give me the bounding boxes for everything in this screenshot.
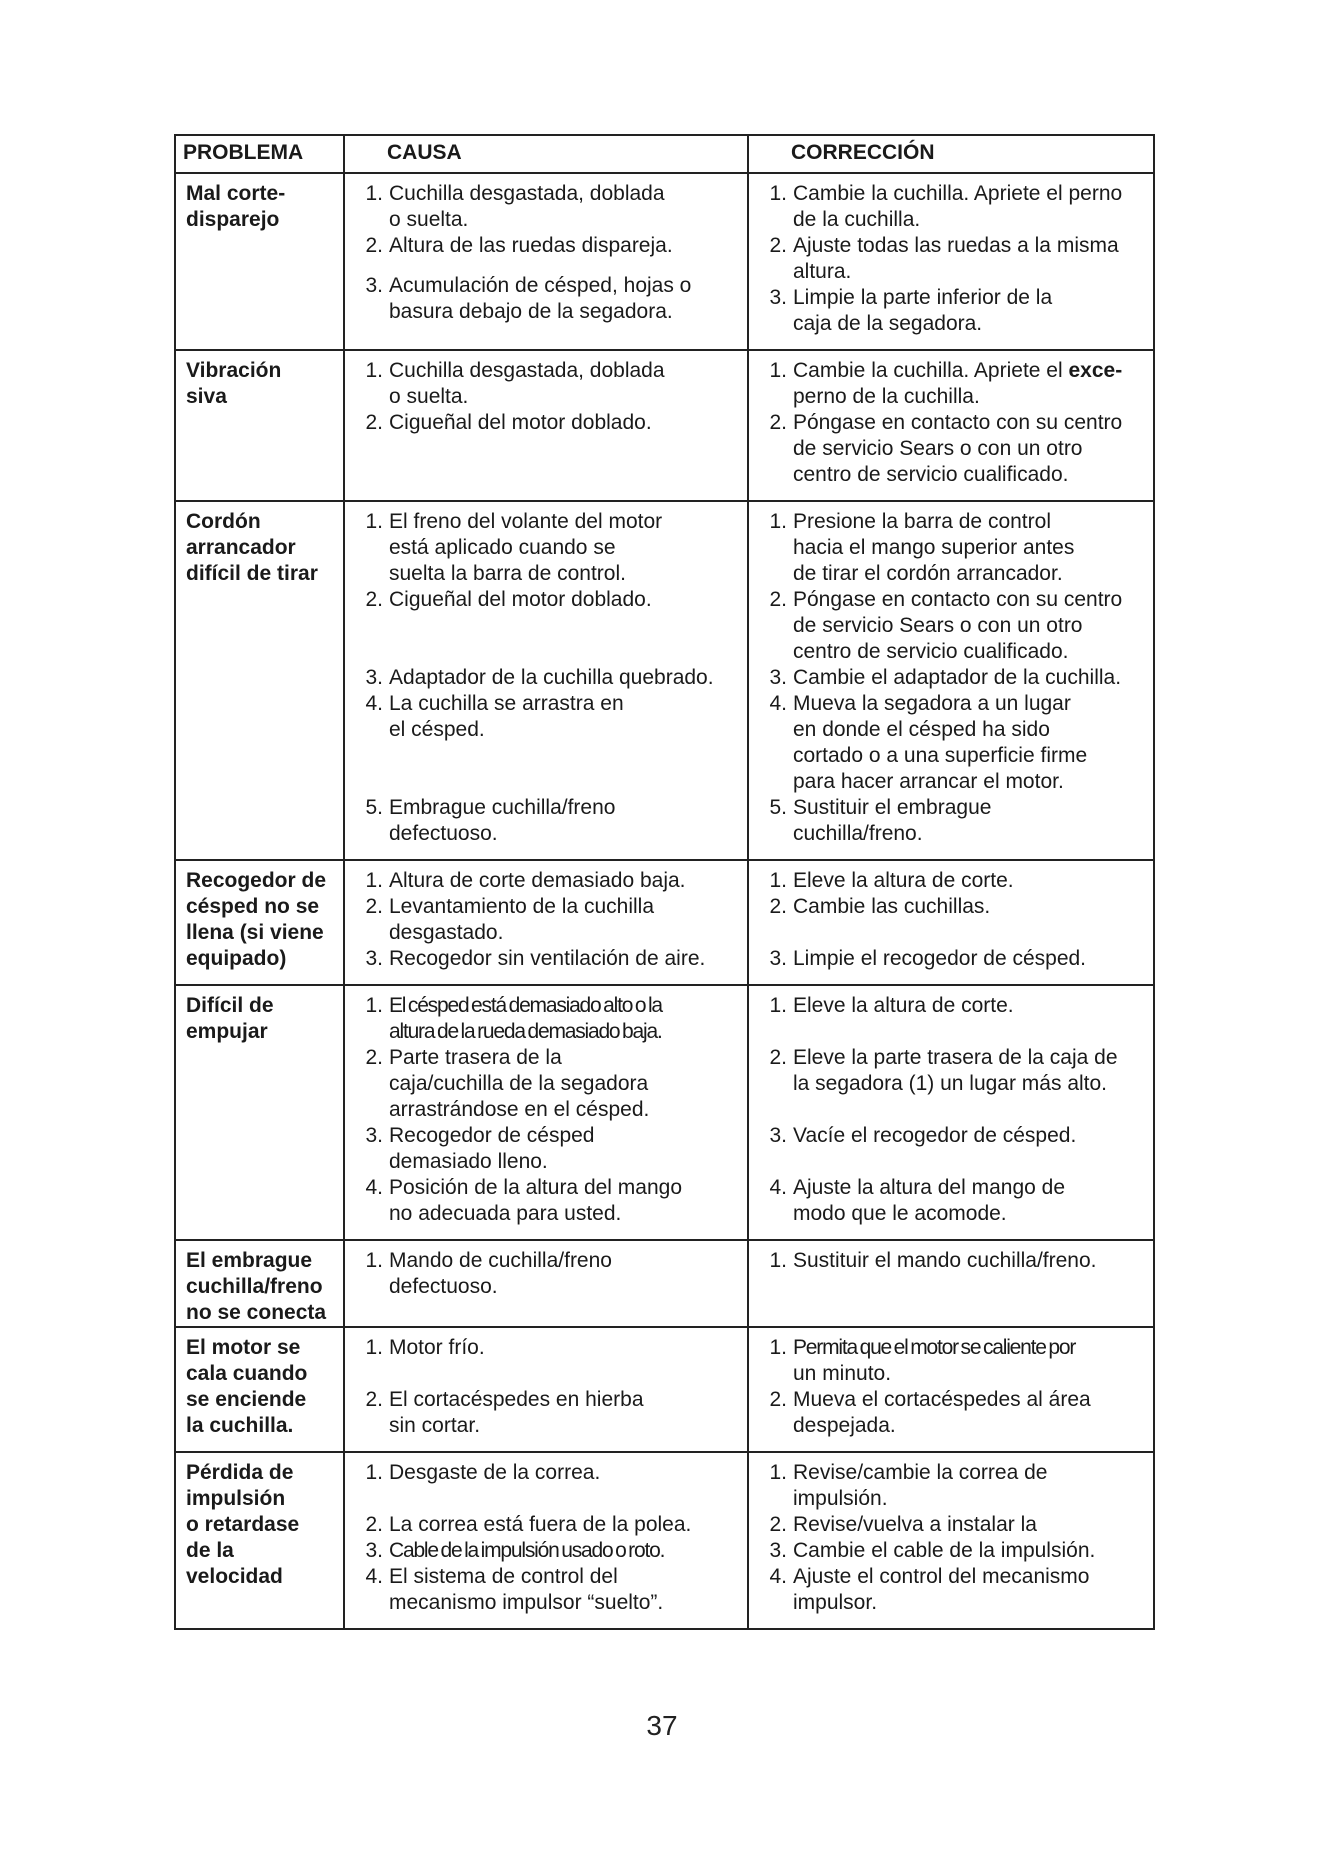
cause-cell — [344, 173, 748, 350]
item-number: 1. — [769, 1249, 787, 1272]
problem-text: la cuchilla. — [186, 1414, 294, 1437]
item-number: 1. — [769, 182, 787, 205]
correction-cell — [748, 1240, 1154, 1327]
item-text: demasiado lleno. — [389, 1150, 548, 1173]
correction-cell — [748, 860, 1154, 985]
item-text: Revise/vuelva a instalar la — [793, 1513, 1037, 1536]
item-text: Cigueñal del motor doblado. — [389, 588, 652, 611]
item-text: Presione la barra de control — [793, 510, 1051, 533]
item-text: Sustituir el embrague — [793, 796, 992, 819]
cause-item — [345, 665, 745, 691]
cause-item — [345, 233, 745, 259]
item-text: El sistema de control del — [389, 1565, 618, 1588]
cause-item — [345, 1335, 745, 1361]
item-number: 1. — [365, 182, 383, 205]
cause-item — [345, 795, 745, 847]
item-text: Desgaste de la correa. — [389, 1461, 601, 1484]
item-text: Cambie el adaptador de la cuchilla. — [793, 666, 1122, 689]
item-text: Cigueñal del motor doblado. — [389, 411, 652, 434]
correction-cell — [748, 1452, 1154, 1629]
problem-text: llena (si viene — [186, 921, 324, 944]
problem-cell — [175, 860, 344, 985]
item-text: suelta la barra de control. — [389, 562, 626, 585]
item-text: Altura de corte demasiado baja. — [389, 869, 686, 892]
item-number: 2. — [365, 1046, 383, 1069]
item-text: Mando de cuchilla/freno — [389, 1249, 612, 1272]
item-text: no adecuada para usted. — [389, 1202, 622, 1225]
problem-text: de la — [186, 1539, 234, 1562]
correction-item — [749, 1512, 1151, 1538]
header-cause: CAUSA — [344, 135, 748, 173]
item-number: 4. — [365, 1176, 383, 1199]
item-text: Mueva la segadora a un lugar — [793, 692, 1071, 715]
cause-cell — [344, 1452, 748, 1629]
cause-item — [345, 358, 745, 410]
item-number: 2. — [769, 588, 787, 611]
item-text: Recogedor de césped — [389, 1124, 595, 1147]
item-text: impulsor. — [793, 1591, 878, 1614]
item-text: Eleve la altura de corte. — [793, 994, 1014, 1017]
problem-text: Recogedor de — [186, 869, 327, 892]
correction-item — [749, 665, 1151, 691]
problem-text: Cordón — [186, 510, 261, 533]
item-number: 2. — [769, 1388, 787, 1411]
cause-item — [345, 181, 745, 233]
problem-text: velocidad — [186, 1565, 283, 1588]
item-number: 3. — [365, 274, 383, 297]
item-number: 2. — [365, 1388, 383, 1411]
problem-cell — [175, 173, 344, 350]
table-row — [175, 1240, 1154, 1327]
cause-item — [345, 1387, 745, 1439]
item-text: Póngase en contacto con su centro — [793, 411, 1123, 434]
correction-cell — [748, 501, 1154, 860]
item-text: Vacíe el recogedor de césped. — [793, 1124, 1077, 1147]
item-number: 3. — [769, 666, 787, 689]
item-text: Altura de las ruedas dispareja. — [389, 234, 673, 257]
correction-item — [749, 1123, 1151, 1149]
item-number: 1. — [365, 994, 383, 1017]
cause-cell — [344, 501, 748, 860]
problem-text: Vibración — [186, 359, 282, 382]
item-text: Mueva el cortacéspedes al área — [793, 1388, 1091, 1411]
item-text: hacia el mango superior antes — [793, 536, 1075, 559]
problem-text: Pérdida de — [186, 1461, 294, 1484]
table-row — [175, 985, 1154, 1240]
item-number: 2. — [769, 895, 787, 918]
item-text: caja de la segadora. — [793, 312, 983, 335]
cause-item — [345, 946, 745, 972]
item-text: Ajuste todas las ruedas a la misma — [793, 234, 1119, 257]
item-number: 2. — [365, 895, 383, 918]
item-text: perno de la cuchilla. — [793, 385, 980, 408]
table-row — [175, 1327, 1154, 1452]
item-number: 1. — [365, 359, 383, 382]
item-text: Cambie el cable de la impulsión. — [793, 1539, 1096, 1562]
item-number: 4. — [365, 692, 383, 715]
item-text: Motor frío. — [389, 1336, 485, 1359]
cause-item — [345, 1564, 745, 1616]
cause-item — [345, 1248, 745, 1300]
cause-item — [345, 509, 745, 587]
item-number: 3. — [769, 286, 787, 309]
item-text: el césped. — [389, 718, 485, 741]
item-text: centro de servicio cualificado. — [793, 640, 1069, 663]
correction-item — [749, 285, 1151, 337]
cause-item — [345, 1512, 745, 1538]
correction-cell — [748, 173, 1154, 350]
item-text: defectuoso. — [389, 1275, 498, 1298]
cause-item — [345, 1045, 745, 1123]
item-text: Limpie la parte inferior de la — [793, 286, 1053, 309]
item-number: 1. — [365, 869, 383, 892]
item-text: o suelta. — [389, 208, 469, 231]
cause-cell — [344, 860, 748, 985]
item-text: la segadora (1) un lugar más alto. — [793, 1072, 1108, 1095]
item-number: 4. — [769, 1565, 787, 1588]
correction-item — [749, 181, 1151, 233]
problem-text: cuchilla/freno — [186, 1275, 323, 1298]
item-text: para hacer arrancar el motor. — [793, 770, 1064, 793]
item-number: 2. — [365, 1513, 383, 1536]
item-number: 3. — [365, 947, 383, 970]
cause-item — [345, 1538, 745, 1564]
item-text: Recogedor sin ventilación de aire. — [389, 947, 706, 970]
correction-item — [749, 868, 1151, 894]
problem-text: siva — [186, 385, 227, 408]
correction-item — [749, 894, 1151, 920]
correction-item — [749, 1387, 1151, 1439]
item-text: cortado o a una superficie firme — [793, 744, 1088, 767]
item-number: 2. — [769, 1513, 787, 1536]
item-text: Ajuste el control del mecanismo — [793, 1565, 1090, 1588]
item-text: de tirar el cordón arrancador. — [793, 562, 1063, 585]
cause-item — [345, 273, 745, 325]
problem-text: Mal corte- — [186, 182, 286, 205]
item-text: Cambie la cuchilla. Apriete el — [793, 359, 1069, 382]
cause-item — [345, 1123, 745, 1175]
problem-text: El motor se — [186, 1336, 301, 1359]
item-text: impulsión. — [793, 1487, 888, 1510]
item-number: 3. — [365, 1124, 383, 1147]
item-text: altura de la rueda demasiado baja. — [389, 1020, 662, 1043]
item-text: Eleve la parte trasera de la caja de — [793, 1046, 1118, 1069]
cause-item — [345, 868, 745, 894]
header-problem: PROBLEMA — [175, 135, 344, 173]
item-text: Levantamiento de la cuchilla — [389, 895, 655, 918]
correction-cell — [748, 350, 1154, 501]
cause-cell — [344, 1240, 748, 1327]
item-text: Póngase en contacto con su centro — [793, 588, 1123, 611]
item-text: cuchilla/freno. — [793, 822, 923, 845]
header-row — [175, 135, 1154, 173]
item-text: Embrague cuchilla/freno — [389, 796, 616, 819]
problem-cell — [175, 1452, 344, 1629]
correction-item — [749, 233, 1151, 285]
item-text: La cuchilla se arrastra en — [389, 692, 624, 715]
cause-cell — [344, 1327, 748, 1452]
item-text: un minuto. — [793, 1362, 892, 1385]
problem-text: empujar — [186, 1020, 268, 1043]
item-number: 1. — [769, 994, 787, 1017]
correction-item — [749, 587, 1151, 665]
item-text: en donde el césped ha sido — [793, 718, 1050, 741]
item-text: desgastado. — [389, 921, 504, 944]
item-text: de servicio Sears o con un otro — [793, 614, 1083, 637]
item-text: Cambie las cuchillas. — [793, 895, 991, 918]
cause-cell — [344, 985, 748, 1240]
item-text: Acumulación de césped, hojas o — [389, 274, 692, 297]
item-text: arrastrándose en el césped. — [389, 1098, 650, 1121]
correction-item — [749, 1564, 1151, 1616]
correction-item — [749, 1538, 1151, 1564]
item-text: modo que le acomode. — [793, 1202, 1007, 1225]
item-text: Permita que el motor se caliente por — [793, 1336, 1076, 1359]
problem-text: difícil de tirar — [186, 562, 318, 585]
item-text: centro de servicio cualificado. — [793, 463, 1069, 486]
item-text: sin cortar. — [389, 1414, 481, 1437]
correction-item — [749, 410, 1151, 488]
item-text: El freno del volante del motor — [389, 510, 663, 533]
item-text: Sustituir el mando cuchilla/freno. — [793, 1249, 1097, 1272]
item-number: 2. — [769, 234, 787, 257]
item-text: o suelta. — [389, 385, 469, 408]
correction-item — [749, 1460, 1151, 1512]
problem-cell — [175, 501, 344, 860]
table-row — [175, 173, 1154, 350]
table-row — [175, 860, 1154, 985]
problem-text: o retardase — [186, 1513, 300, 1536]
item-text: de servicio Sears o con un otro — [793, 437, 1083, 460]
item-number: 2. — [365, 588, 383, 611]
item-number: 5. — [769, 796, 787, 819]
item-number: 3. — [769, 947, 787, 970]
cause-item — [345, 587, 745, 613]
item-number: 2. — [769, 411, 787, 434]
item-text: Cambie la cuchilla. Apriete el perno — [793, 182, 1123, 205]
cause-cell — [344, 350, 748, 501]
item-text: Eleve la altura de corte. — [793, 869, 1014, 892]
item-text: Ajuste la altura del mango de — [793, 1176, 1066, 1199]
header-correction: CORRECCIÓN — [748, 135, 1154, 173]
item-text-bold: exce- — [1068, 359, 1123, 382]
item-number: 3. — [365, 1539, 383, 1562]
correction-item — [749, 1045, 1151, 1097]
correction-cell — [748, 1327, 1154, 1452]
item-text: despejada. — [793, 1414, 896, 1437]
item-text: caja/cuchilla de la segadora — [389, 1072, 649, 1095]
item-number: 3. — [365, 666, 383, 689]
item-text: Posición de la altura del mango — [389, 1176, 683, 1199]
item-text: El césped está demasiado alto o la — [389, 994, 662, 1017]
item-number: 1. — [365, 1461, 383, 1484]
problem-cell — [175, 985, 344, 1240]
troubleshooting-table — [174, 134, 1155, 1630]
correction-item — [749, 691, 1151, 795]
problem-text: no se conecta — [186, 1301, 327, 1324]
problem-text: cala cuando — [186, 1362, 308, 1385]
item-number: 4. — [365, 1565, 383, 1588]
item-text: La correa está fuera de la polea. — [389, 1513, 692, 1536]
item-number: 1. — [769, 1461, 787, 1484]
item-text: Limpie el recogedor de césped. — [793, 947, 1087, 970]
problem-text: equipado) — [186, 947, 287, 970]
problem-text: disparejo — [186, 208, 280, 231]
cause-item — [345, 1460, 745, 1486]
problem-text: césped no se — [186, 895, 320, 918]
item-number: 2. — [365, 411, 383, 434]
item-number: 4. — [769, 692, 787, 715]
item-text: de la cuchilla. — [793, 208, 921, 231]
item-text: Revise/cambie la correa de — [793, 1461, 1048, 1484]
item-number: 1. — [365, 510, 383, 533]
item-number: 1. — [769, 1336, 787, 1359]
correction-item — [749, 993, 1151, 1019]
problem-cell — [175, 350, 344, 501]
item-number: 1. — [365, 1336, 383, 1359]
problem-cell — [175, 1327, 344, 1452]
item-text: Adaptador de la cuchilla quebrado. — [389, 666, 714, 689]
item-text: defectuoso. — [389, 822, 498, 845]
cause-item — [345, 993, 745, 1045]
item-text: Cuchilla desgastada, doblada — [389, 182, 665, 205]
item-text: Parte trasera de la — [389, 1046, 562, 1069]
table-row — [175, 350, 1154, 501]
correction-item — [749, 358, 1151, 410]
item-text: Cuchilla desgastada, doblada — [389, 359, 665, 382]
item-text: mecanismo impulsor “suelto”. — [389, 1591, 664, 1614]
correction-item — [749, 1335, 1151, 1387]
correction-item — [749, 509, 1151, 587]
problem-text: El embrague — [186, 1249, 313, 1272]
item-number: 3. — [769, 1539, 787, 1562]
item-number: 1. — [769, 510, 787, 533]
item-text: está aplicado cuando se — [389, 536, 616, 559]
cause-item — [345, 894, 745, 946]
item-number: 5. — [365, 796, 383, 819]
problem-text: se enciende — [186, 1388, 307, 1411]
item-number: 2. — [365, 234, 383, 257]
table-row — [175, 1452, 1154, 1629]
item-number: 3. — [769, 1124, 787, 1147]
cause-item — [345, 1175, 745, 1227]
problem-text: impulsión — [186, 1487, 286, 1510]
problem-text: arrancador — [186, 536, 296, 559]
correction-item — [749, 946, 1151, 972]
correction-cell — [748, 985, 1154, 1240]
cause-item — [345, 410, 745, 436]
item-number: 1. — [365, 1249, 383, 1272]
page-number: 37 — [646, 1710, 678, 1741]
problem-cell — [175, 1240, 344, 1327]
item-number: 1. — [769, 359, 787, 382]
table-row — [175, 501, 1154, 860]
correction-item — [749, 1175, 1151, 1227]
correction-item — [749, 795, 1151, 847]
item-number: 4. — [769, 1176, 787, 1199]
item-text: altura. — [793, 260, 852, 283]
item-number: 1. — [769, 869, 787, 892]
problem-text: Difícil de — [186, 994, 274, 1017]
cause-item — [345, 691, 745, 743]
correction-item — [749, 1248, 1151, 1274]
item-text: Cable de la impulsión usado o roto. — [389, 1539, 665, 1562]
item-text: El cortacéspedes en hierba — [389, 1388, 644, 1411]
item-number: 2. — [769, 1046, 787, 1069]
item-text: basura debajo de la segadora. — [389, 300, 673, 323]
